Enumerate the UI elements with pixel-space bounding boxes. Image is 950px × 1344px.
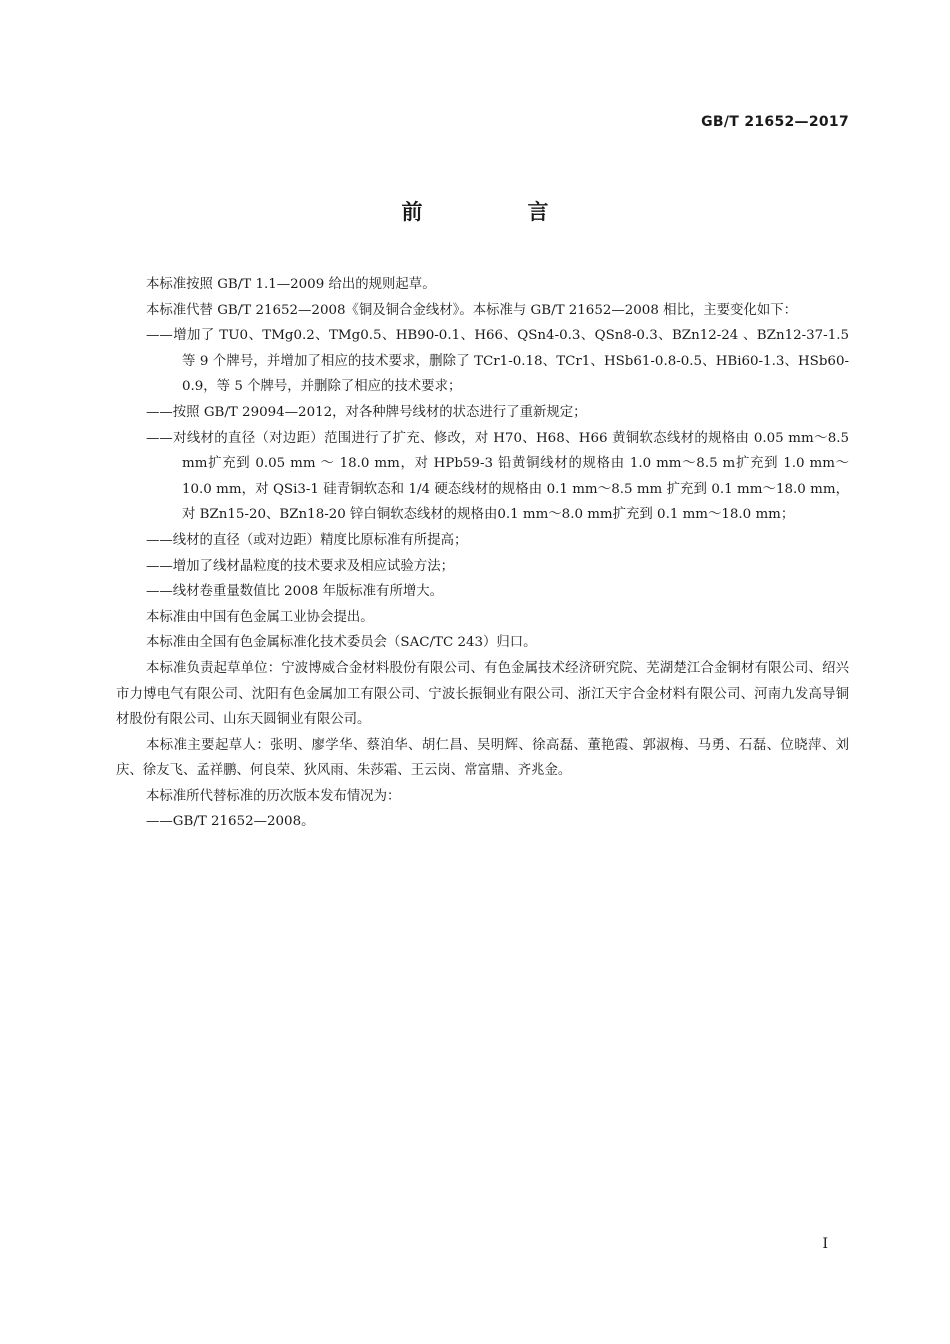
paragraph-drafters: 本标准主要起草人：张明、廖学华、蔡洎华、胡仁昌、吴明辉、徐高磊、董艳霞、郭淑梅、马勇、石磊、位晓萍、刘庆、徐友飞、孟祥鹏、何良荣、狄风雨、朱莎霜、王云岗、常富鼎、齐兆金。 bbox=[116, 737, 849, 779]
paragraph-committee: 本标准由全国有色金属标准化技术委员会（SAC/TC 243）归口。 bbox=[146, 635, 537, 651]
document-body bbox=[116, 272, 849, 835]
page-title: 前 言 bbox=[401, 200, 591, 224]
change-item-grain-size: ——增加了线材晶粒度的技术要求及相应试验方法； bbox=[146, 558, 454, 574]
change-item-diameter: ——对线材的直径（对边距）范围进行了扩充、修改，对 H70、H68、H66 黄铜软态线材的规格由 0.05 mm～8.5 mm扩充到 0.05 mm ～ 18.0 mm，对 HPb59-3 铅黄铜线材的规格由 1.0 mm～8.5 m扩充到 1.0 mm～10.0 mm，对 QSi3-1 硅青铜软态和 1/4 硬态线材的规格由 0.1 mm～8.5 mm 扩充到 0.1 mm～18.0 mm，对 BZn15-20、BZn18-20 锌白铜软态线材的规格由0.1 mm～8.0 mm扩充到 0.1 mm～18.0 mm； bbox=[146, 430, 849, 523]
paragraph-replacement: 本标准代替 GB/T 21652—2008《铜及铜合金线材》。本标准与 GB/T 21652—2008 相比，主要变化如下： bbox=[146, 302, 798, 318]
standard-code: GB/T 21652—2017 bbox=[701, 114, 849, 130]
paragraph-history: 本标准所代替标准的历次版本发布情况为： bbox=[146, 788, 401, 804]
paragraph-drafting-units: 本标准负责起草单位：宁波博威合金材料股份有限公司、有色金属技术经济研究院、芜湖楚江合金铜材有限公司、绍兴市力博电气有限公司、沈阳有色金属加工有限公司、宁波长振铜业有限公司、浙江天宇合金材料有限公司、河南九发高导铜材股份有限公司、山东天圆铜业有限公司。 bbox=[116, 660, 849, 728]
paragraph-drafting-rules: 本标准按照 GB/T 1.1—2009 给出的规则起草。 bbox=[146, 277, 436, 292]
change-item-tempers: ——按照 GB/T 29094—2012，对各种牌号线材的状态进行了重新规定； bbox=[146, 404, 587, 420]
change-item-grades: ——增加了 TU0、TMg0.2、TMg0.5、HB90-0.1、H66、QSn4-0.3、QSn8-0.3、BZn12-24 、BZn12-37-1.5 等 9 个牌号，并增加了相应的技术要求，删除了 TCr1-0.18、TCr1、HSb61-0.8-0.5、HBi60-1.3、HSb60-0.9，等 5 个牌号，并删除了相应的技术要求； bbox=[146, 328, 849, 395]
page-number: I bbox=[822, 1236, 828, 1252]
history-item: ——GB/T 21652—2008。 bbox=[146, 814, 315, 830]
change-item-coil-weight: ——线材卷重量数值比 2008 年版标准有所增大。 bbox=[146, 584, 444, 600]
change-item-precision: ——线材的直径（或对边距）精度比原标准有所提高； bbox=[146, 532, 468, 548]
paragraph-proposer: 本标准由中国有色金属工业协会提出。 bbox=[146, 609, 374, 625]
